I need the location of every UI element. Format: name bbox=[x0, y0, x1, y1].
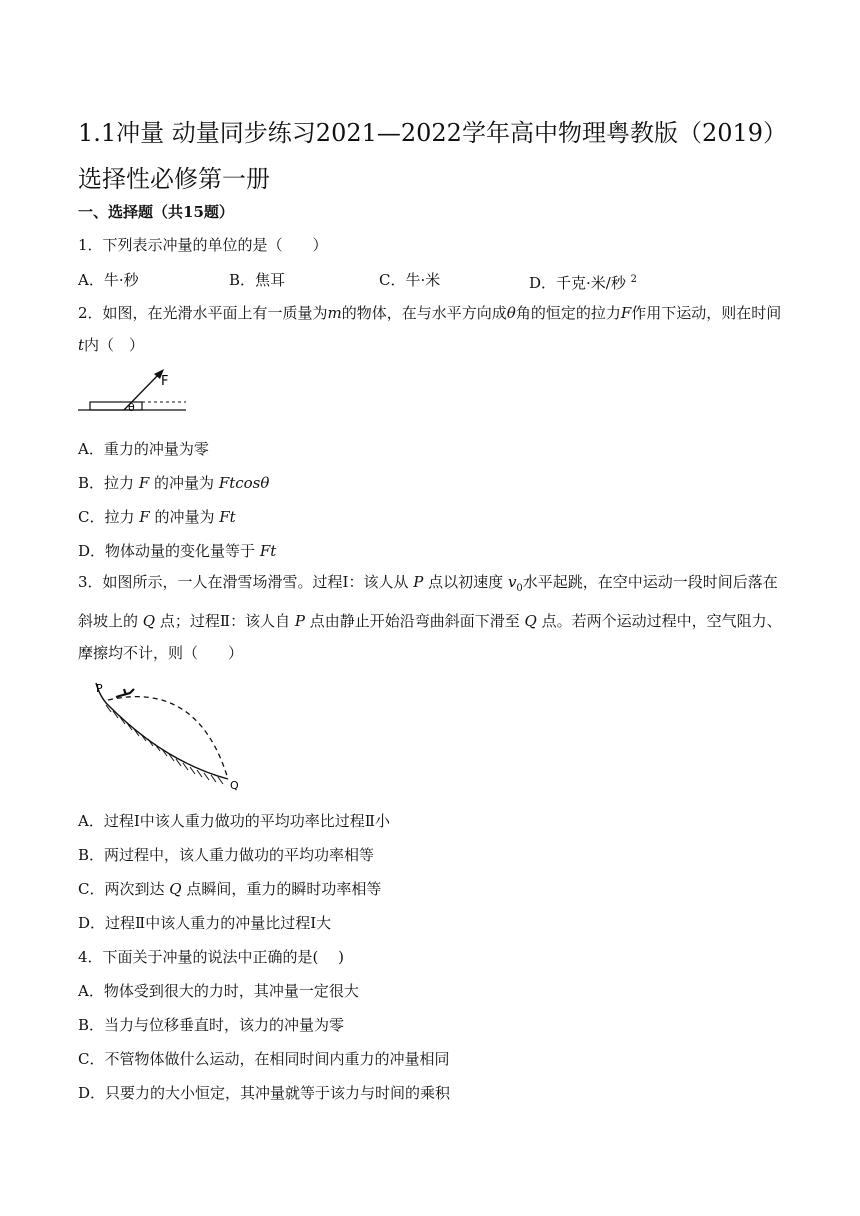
q2-option-a: A．重力的冲量为零 bbox=[78, 440, 209, 458]
document-title: 1.1冲量 动量同步练习2021—2022学年高中物理粤教版（2019）选择性必修第一册 bbox=[78, 119, 788, 193]
q3-option-d: D．过程Ⅱ中该人重力的冲量比过程Ⅰ大 bbox=[78, 914, 332, 932]
point-p-label: P bbox=[96, 682, 103, 695]
q1-option-c: C．牛·米 bbox=[379, 271, 441, 289]
q4-option-a: A．物体受到很大的力时，其冲量一定很大 bbox=[78, 982, 359, 1000]
q3-option-a: A．过程Ⅰ中该人重力做功的平均功率比过程Ⅱ小 bbox=[78, 812, 390, 830]
section-heading: 一、选择题（共15题） bbox=[78, 203, 234, 221]
q2-option-d: D．物体动量的变化量等于 Ft bbox=[78, 542, 277, 560]
q2-option-b: B．拉力 F 的冲量为 Ftcosθ bbox=[78, 474, 270, 492]
q4-option-d: D．只要力的大小恒定，其冲量就等于该力与时间的乘积 bbox=[78, 1084, 451, 1102]
question-2-stem: 2．如图，在光滑水平面上有一质量为m的物体，在与水平方向成θ角的恒定的拉力F作用下运动，则在时间t内（ ） bbox=[78, 304, 782, 354]
question-2-figure bbox=[78, 365, 193, 430]
angle-label: θ bbox=[128, 401, 135, 414]
trajectory-curve bbox=[108, 697, 228, 779]
question-1-stem: 1．下列表示冲量的单位的是（ ） bbox=[78, 236, 328, 254]
q4-option-b: B．当力与位移垂直时，该力的冲量为零 bbox=[78, 1016, 345, 1034]
slope-curve bbox=[96, 683, 228, 779]
q1-option-b: B．焦耳 bbox=[229, 271, 286, 289]
question-3-stem: 3．如图所示，一人在滑雪场滑雪。过程Ⅰ：该人从 P 点以初速度 $v_0$水平起跳，在空中运动一段时间后落在斜坡上的 Q 点；过程Ⅱ：该人自 P 点由静止开始沿弯曲斜面下滑至 Q 点。若两个运动过程中，空气阻力、摩擦均不计，则（ ） bbox=[78, 573, 782, 662]
force-label: F bbox=[161, 374, 169, 389]
q3-option-b: B．两过程中，该人重力做功的平均功率相等 bbox=[78, 846, 375, 864]
q3-option-c: C．两次到达 Q 点瞬间，重力的瞬时功率相等 bbox=[78, 880, 382, 898]
point-q-label: Q bbox=[230, 779, 239, 792]
question-3-figure bbox=[78, 675, 248, 795]
q1-option-a: A．牛·秒 bbox=[78, 271, 139, 289]
q1-option-d: D．千克·米/秒 $^2$ bbox=[529, 274, 638, 292]
q2-option-c: C．拉力 F 的冲量为 Ft bbox=[78, 508, 236, 526]
question-4-stem: 4．下面关于冲量的说法中正确的是( ) bbox=[78, 948, 345, 966]
q4-option-c: C．不管物体做什么运动，在相同时间内重力的冲量相同 bbox=[78, 1050, 450, 1068]
skier-icon bbox=[116, 689, 134, 697]
